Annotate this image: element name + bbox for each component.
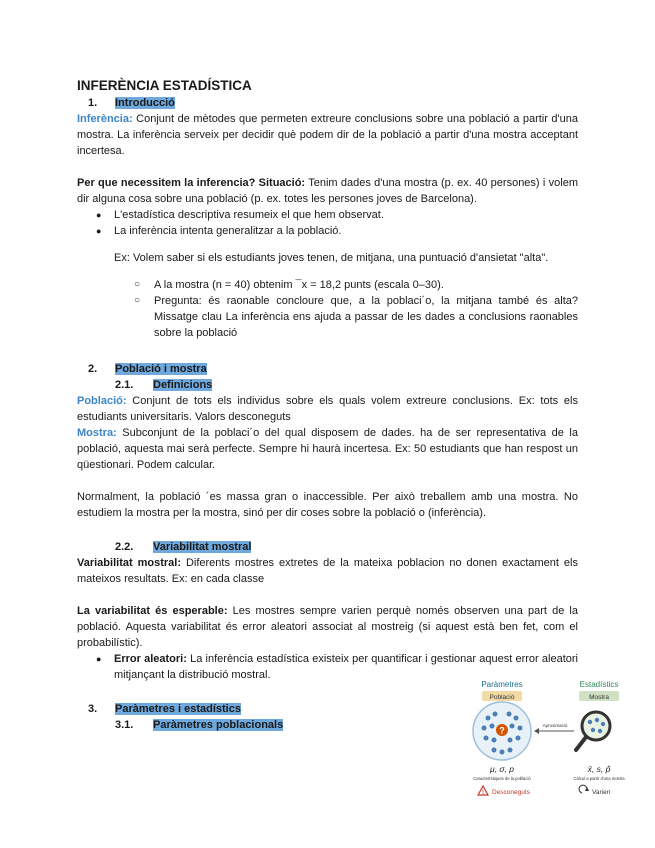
section-title: Introducció bbox=[115, 97, 175, 109]
bullet-list bbox=[77, 207, 578, 239]
mostra-definition bbox=[77, 425, 578, 473]
example-text: Ex: Volem saber si els estudiants joves tenen, de mitjana, una puntuació d'ansietat "alta". bbox=[114, 252, 549, 264]
paragraph-text: Les mostres sempre varien perquè només observen una part de la població. Aquesta variabilitat és error aleatori associat al mostreig (si aquest està ben fet, com el probabilístic). bbox=[77, 605, 578, 649]
arrow-left-icon bbox=[534, 728, 539, 734]
section-number: 1. bbox=[88, 97, 98, 109]
document-page bbox=[77, 77, 578, 733]
definition-text: Conjunt de tots els individus sobre els quals volem extreure conclusions. Ex: tots els estudiants universitaris. Valors desconeguts bbox=[77, 395, 578, 423]
term: Mostra: bbox=[77, 427, 117, 439]
subsection-number: 3.1. bbox=[115, 719, 134, 731]
document-title: INFERÈNCIA ESTADÍSTICA bbox=[77, 78, 252, 93]
list-item: ● La inferència intenta generalitzar a la població. bbox=[77, 223, 578, 239]
term: Error aleatori: bbox=[114, 653, 187, 665]
warning-mark: ! bbox=[482, 790, 484, 796]
figure-left-tag: Població bbox=[489, 694, 515, 701]
figure-left-title: Paràmetres bbox=[481, 680, 523, 689]
section-number: 3. bbox=[88, 703, 98, 715]
term: Variabilitat mostral: bbox=[77, 557, 181, 569]
figure-left-symbols: μ, σ, p bbox=[490, 764, 514, 774]
term: La variabilitat és esperable: bbox=[77, 605, 228, 617]
list-item: ● L'estadística descriptiva resumeix el que hem observat. bbox=[77, 207, 578, 223]
why-inference-paragraph bbox=[77, 175, 578, 207]
figure-right-tag: Mostra bbox=[589, 694, 609, 701]
section-title: Paràmetres i estadístics bbox=[115, 703, 241, 715]
subsection-2-1-heading bbox=[77, 377, 578, 393]
subsection-number: 2.2. bbox=[115, 541, 134, 553]
normalment-paragraph: Normalment, la població ´es massa gran o inaccessible. Per això treballem amb una mostra. No estudiem la mostra per la mostra, sinó per dir coses sobre la població o (inferència). bbox=[77, 491, 578, 519]
figure-right-status: Varien bbox=[592, 789, 611, 796]
inferencia-definition bbox=[77, 111, 578, 159]
figure-right-symbols: x̄, s, p̂ bbox=[587, 764, 611, 774]
variabilitat-definition bbox=[77, 555, 578, 587]
definition-text: Subconjunt de la poblaci´o del qual disposem de dades. ha de ser representativa de la població, aquesta mai serà perfecte. Sempre hi haurà incertesa. Ex: 50 estudiants que han respost un qüestionari. Podem calcular. bbox=[77, 427, 578, 471]
definition-text: Conjunt de mètodes que permeten extreure conclusions sobre una població a partir d'una mostra. La inferència serveix per decidir què podem dir de la població a partir d'una mostra acceptant incertesa. bbox=[77, 113, 578, 157]
item-text: La inferència estadística existeix per quantificar i gestionar aquest error aleatori mitjançant la distribució mostral. bbox=[114, 653, 578, 681]
subsection-title: Variabilitat mostral bbox=[153, 541, 252, 553]
paragraph-text: Tenim dades d'una mostra (p. ex. 40 persones) i volem dir alguna cosa sobre una població (p. ex. totes les persones joves de Barcelona). bbox=[77, 177, 579, 205]
subsection-number: 2.1. bbox=[115, 379, 134, 391]
poblacio-definition bbox=[77, 393, 578, 425]
cycle-arrow-icon bbox=[579, 785, 587, 793]
section-2-heading bbox=[77, 361, 578, 377]
question-mark: ? bbox=[499, 725, 505, 736]
subsection-title: Definicions bbox=[153, 379, 213, 391]
list-item: ○ Pregunta: és raonable concloure que, a la poblaci´o, la mitjana també és alta? Missatge clau La inferència ens ajuda a passar de les dades a conclusions raonables sobre la població bbox=[77, 293, 578, 341]
section-number: 2. bbox=[88, 363, 98, 375]
subsection-title: Paràmetres poblacionals bbox=[153, 719, 284, 731]
figure-left-caption: Característiques de la població bbox=[473, 776, 531, 781]
figure-right-title: Estadístics bbox=[579, 680, 619, 689]
magnifier-handle bbox=[576, 737, 586, 750]
term: Inferència: bbox=[77, 113, 133, 125]
esperable-paragraph bbox=[77, 603, 578, 651]
list-item: ○ A la mostra (n = 40) obtenim ¯x = 18,2 punts (escala 0–30). bbox=[77, 277, 578, 293]
term: Població: bbox=[77, 395, 127, 407]
figure-right-caption: Càlcul a partir d'una mostra bbox=[573, 776, 625, 781]
sub-bullet-list bbox=[77, 277, 578, 341]
section-1-heading bbox=[77, 95, 578, 111]
definition-text: Diferents mostres extretes de la mateixa poblacion no donen exactament els mateixos resultats. Ex: en cada classe bbox=[77, 557, 578, 585]
parameters-statistics-figure bbox=[464, 676, 632, 800]
figure-arrow-label: Aproximació bbox=[542, 723, 568, 728]
section-title: Població i mostra bbox=[115, 363, 207, 375]
subsection-2-2-heading bbox=[77, 539, 578, 555]
figure-left-status: Desconeguts bbox=[492, 789, 530, 796]
bold-lead: Per que necessitem la inferencia? Situació: bbox=[77, 177, 306, 189]
cycle-arrow-head bbox=[585, 787, 589, 791]
